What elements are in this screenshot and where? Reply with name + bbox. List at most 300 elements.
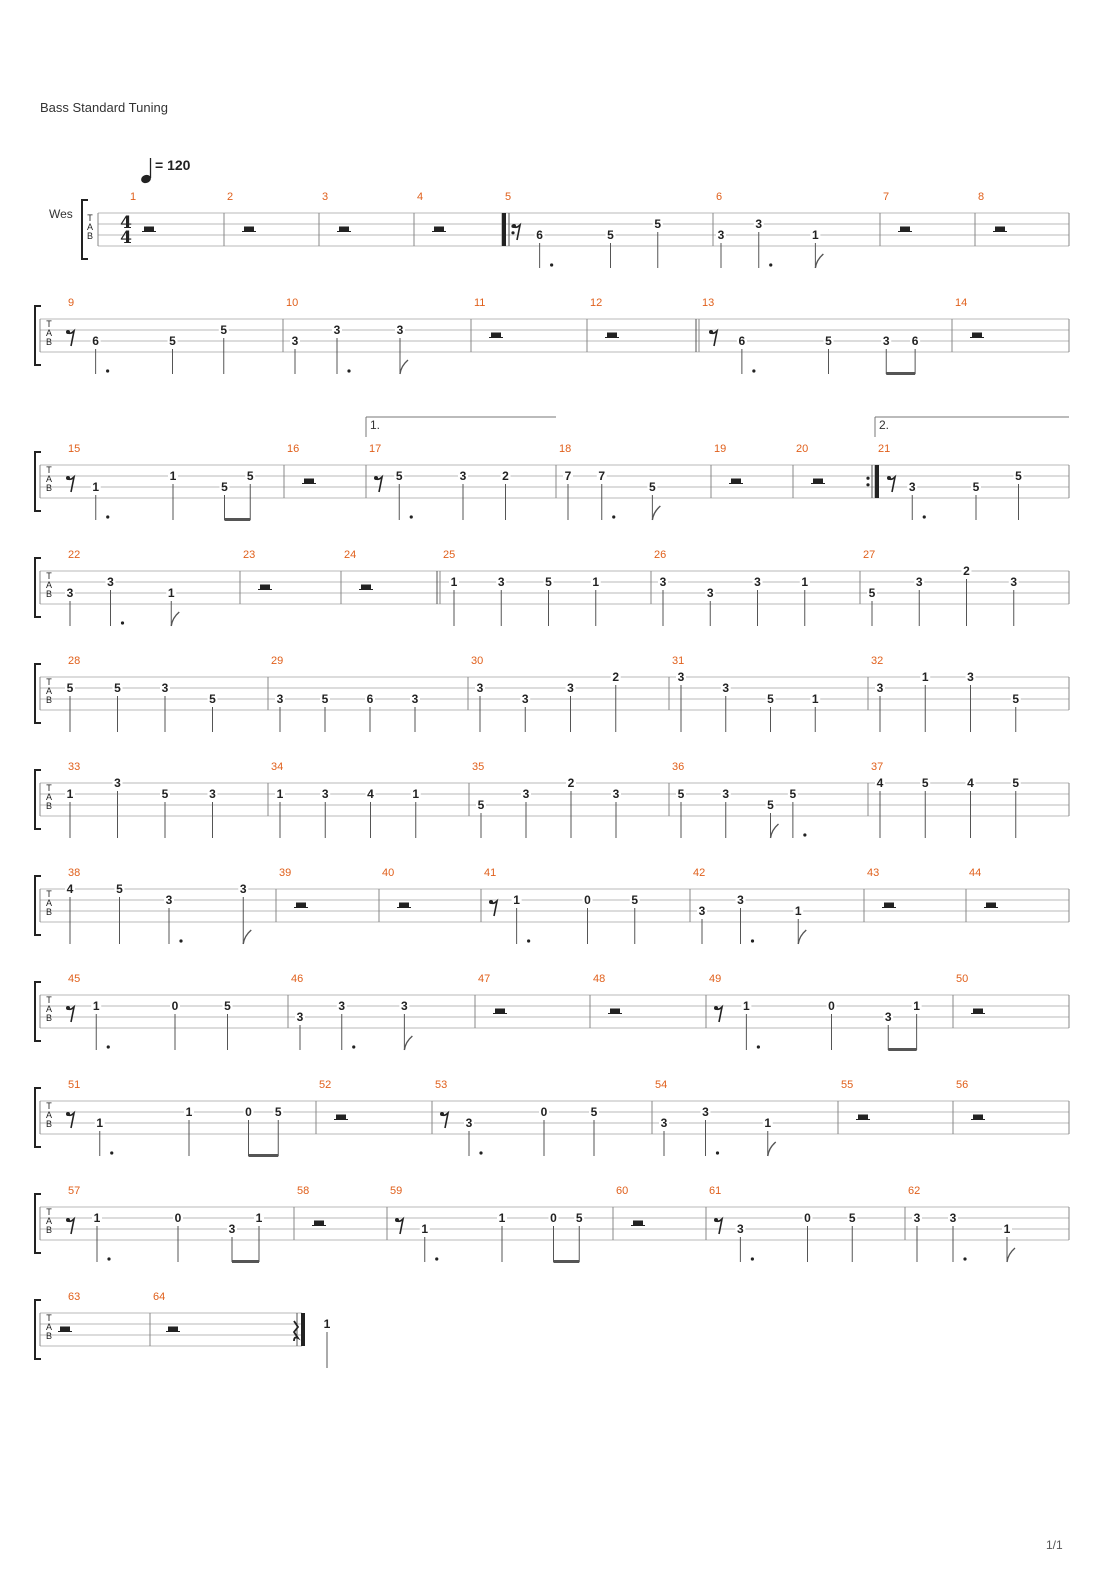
fret-number: 3 [521, 692, 529, 706]
eighth-flag [815, 254, 823, 268]
fret-number: 1 [92, 999, 100, 1013]
measure [871, 655, 1021, 732]
fret-number: 2 [612, 670, 620, 684]
dotted-note-dot [527, 939, 530, 942]
measure-number: 37 [871, 761, 884, 773]
measure [66, 973, 233, 1050]
tuning-label: Bass Standard Tuning [40, 100, 168, 115]
tab-clef-letter: B [45, 589, 53, 599]
beam [888, 1048, 916, 1051]
measure-number: 40 [382, 867, 395, 879]
measure-number: 34 [271, 761, 284, 773]
eighth-flag [404, 1036, 412, 1050]
measure-number: 19 [714, 443, 727, 455]
fret-number: 5 [545, 575, 552, 589]
fret-number: 5 [1012, 776, 1020, 790]
measure [978, 191, 1007, 232]
tab-clef-letter: B [45, 801, 53, 811]
tab-clef-letter: B [45, 337, 53, 347]
fret-number: 3 [333, 323, 341, 337]
measure [841, 1079, 870, 1120]
fret-number: 5 [767, 692, 774, 706]
measure [271, 761, 421, 838]
fret-number: 1 [185, 1105, 193, 1119]
eighth-rest-dot [489, 900, 493, 904]
fret-number: 6 [911, 334, 919, 348]
fret-number: 3 [321, 787, 329, 801]
measure [66, 1185, 264, 1263]
measure-number: 48 [593, 973, 606, 985]
measure-number: 63 [68, 1291, 81, 1303]
fret-number: 0 [540, 1105, 548, 1119]
fret-number: 1 [276, 787, 284, 801]
eighth-rest-dot [374, 476, 378, 480]
measure-number: 25 [443, 549, 456, 561]
dotted-note-dot [110, 1151, 113, 1154]
fret-number: 1 [92, 480, 100, 494]
eighth-flag [400, 360, 408, 374]
beam [249, 1154, 279, 1157]
eighth-rest-dot [512, 224, 516, 228]
fret-number: 5 [66, 681, 74, 695]
eighth-flag [798, 930, 806, 944]
fret-number: 1 [1003, 1222, 1011, 1236]
eighth-flag [1007, 1248, 1015, 1262]
fret-number: 0 [584, 893, 591, 907]
measure [58, 1291, 80, 1332]
tab-clef-letter: A [45, 328, 53, 338]
measure [502, 191, 663, 268]
fret-number: 5 [848, 1211, 856, 1225]
half-rest [296, 903, 306, 908]
time-signature-bottom: 4 [120, 228, 132, 248]
fret-number: 3 [884, 1010, 892, 1024]
tab-clef-letter: B [45, 1119, 53, 1129]
fret-number: 3 [754, 575, 761, 589]
measure [472, 761, 621, 838]
fret-number: 1 [913, 999, 920, 1013]
fret-number: 3 [497, 575, 505, 589]
fret-number: 7 [598, 469, 606, 483]
measure [435, 1079, 599, 1156]
measure-number: 64 [153, 1291, 166, 1303]
fret-number: 6 [738, 334, 746, 348]
measure [65, 761, 218, 838]
fret-number: 1 [66, 787, 74, 801]
fret-number: 1 [255, 1211, 263, 1225]
fret-number: 3 [396, 323, 404, 337]
measure-number: 2 [227, 191, 234, 203]
measure-number: 8 [978, 191, 985, 203]
fret-number: 3 [276, 692, 284, 706]
fret-number: 5 [767, 798, 774, 812]
staff-system [35, 1291, 332, 1368]
eighth-flag [171, 612, 179, 626]
eighth-flag [243, 930, 251, 944]
measure-number: 23 [243, 549, 256, 561]
fret-number: 1 [592, 575, 600, 589]
tab-clef-letter: A [45, 898, 53, 908]
measure [291, 973, 412, 1050]
fret-number: 3 [296, 1010, 304, 1024]
fret-number: 3 [522, 787, 530, 801]
measure-number: 55 [841, 1079, 854, 1091]
half-rest [900, 227, 910, 232]
dotted-note-dot [435, 1257, 438, 1260]
eighth-rest-dot [66, 476, 70, 480]
measure-number: 26 [654, 549, 667, 561]
measure-number: 53 [435, 1079, 448, 1091]
dotted-note-dot [347, 369, 350, 372]
fret-number: 3 [567, 681, 574, 695]
fret-number: 0 [245, 1105, 252, 1119]
measure [66, 443, 255, 521]
measure-number: 56 [956, 1079, 969, 1091]
staff-system [82, 191, 1069, 268]
measure [863, 549, 1019, 626]
fret-number: 5 [1015, 469, 1022, 483]
fret-number: 3 [228, 1222, 236, 1236]
measure [227, 191, 256, 232]
measure [344, 549, 373, 590]
tab-clef-letter: A [45, 1216, 53, 1226]
fret-number: 3 [459, 469, 467, 483]
measure-number: 47 [478, 973, 491, 985]
fret-number: 3 [755, 217, 763, 231]
fret-number: 3 [737, 1222, 744, 1236]
tab-clef-letter: T [46, 571, 52, 581]
measure [65, 549, 179, 626]
tab-clef-letter: B [45, 695, 53, 705]
measure-number: 14 [955, 297, 968, 309]
fret-number: 3 [717, 228, 725, 242]
measure [322, 191, 351, 232]
measure-number: 18 [559, 443, 572, 455]
measure-number: 32 [871, 655, 884, 667]
fret-number: 3 [291, 334, 299, 348]
fret-number: 1 [169, 469, 177, 483]
half-rest [986, 903, 996, 908]
page-number: 1/1 [1046, 1538, 1063, 1552]
measure-number: 15 [68, 443, 81, 455]
measure [883, 191, 912, 232]
fret-number: 1 [498, 1211, 506, 1225]
eighth-rest-dot [714, 1218, 718, 1222]
fret-number: 5 [1012, 692, 1020, 706]
measure-number: 44 [969, 867, 982, 879]
fret-number: 0 [550, 1211, 557, 1225]
measure-number: 3 [322, 191, 329, 203]
fret-number: 4 [367, 787, 374, 801]
measure-number: 33 [68, 761, 81, 773]
measure [956, 973, 985, 1014]
measure-number: 54 [655, 1079, 668, 1091]
fret-number: 3 [876, 681, 884, 695]
tab-clef-letter: T [46, 1313, 52, 1323]
fret-number: 1 [412, 787, 420, 801]
dotted-note-dot [352, 1045, 355, 1048]
measure-number: 30 [471, 655, 484, 667]
fret-number: 5 [825, 334, 832, 348]
measure-number: 13 [702, 297, 715, 309]
fret-number: 6 [366, 692, 374, 706]
fret-number: 5 [114, 681, 121, 695]
measure-number: 21 [878, 443, 891, 455]
half-rest [339, 227, 349, 232]
measure [243, 549, 272, 590]
fret-number: 3 [949, 1211, 957, 1225]
dotted-note-dot [106, 369, 109, 372]
half-rest [995, 227, 1005, 232]
measure [130, 191, 156, 232]
fret-number: 3 [107, 575, 114, 589]
measure [672, 655, 820, 732]
measure [709, 973, 922, 1051]
fret-number: 3 [114, 776, 121, 790]
measure [655, 1079, 776, 1156]
eighth-rest-dot [395, 1218, 399, 1222]
fret-number: 0 [174, 1211, 182, 1225]
half-rest [361, 585, 371, 590]
fret-number: 3 [702, 1105, 709, 1119]
measure [616, 1185, 645, 1226]
measure-number: 7 [883, 191, 890, 203]
measure [796, 443, 879, 498]
half-rest [731, 479, 741, 484]
time-signature-top: 4 [120, 213, 132, 233]
tab-clef-letter: B [45, 483, 53, 493]
tab-clef-letter: T [46, 995, 52, 1005]
measure [65, 867, 251, 944]
measure-number: 36 [672, 761, 685, 773]
fret-number: 1 [743, 999, 750, 1013]
measure-number: 12 [590, 297, 603, 309]
eighth-rest-dot [709, 330, 713, 334]
fret-number: 5 [321, 692, 329, 706]
fret-number: 5 [221, 480, 228, 494]
fret-number: 0 [171, 999, 179, 1013]
fret-number: 1 [421, 1222, 429, 1236]
half-rest [144, 227, 154, 232]
measure-number: 62 [908, 1185, 921, 1197]
dotted-note-dot [410, 515, 413, 518]
fret-number: 2 [567, 776, 575, 790]
measure-number: 61 [709, 1185, 722, 1197]
measure-number: 52 [319, 1079, 332, 1091]
fret-number: 3 [677, 670, 685, 684]
measure [319, 1079, 348, 1120]
measure [287, 443, 316, 484]
dotted-note-dot [107, 1257, 110, 1260]
fret-number: 3 [915, 575, 923, 589]
fret-number: 5 [477, 798, 485, 812]
measure-number: 4 [417, 191, 424, 203]
tab-clef-letter: T [46, 677, 52, 687]
tab-clef-letter: A [45, 686, 53, 696]
dotted-note-dot [752, 369, 755, 372]
measure-number: 49 [709, 973, 722, 985]
eighth-flag [771, 824, 779, 838]
fret-number: 1 [96, 1116, 104, 1130]
dotted-note-dot [179, 939, 182, 942]
measure [153, 1291, 332, 1368]
measure-number: 9 [68, 297, 75, 309]
measure-number: 20 [796, 443, 809, 455]
measure [271, 655, 420, 732]
measure [279, 867, 308, 908]
staff-system [35, 1079, 1069, 1157]
tab-clef-letter: A [45, 792, 53, 802]
fret-number: 1 [801, 575, 809, 589]
fret-number: 5 [224, 999, 231, 1013]
half-rest [60, 1327, 70, 1332]
fret-number: 2 [502, 469, 509, 483]
half-rest [610, 1009, 620, 1014]
measure-number: 1 [130, 191, 137, 203]
measure-number: 39 [279, 867, 292, 879]
measure [66, 1079, 283, 1157]
measure [390, 1185, 584, 1263]
staff-system [35, 1185, 1069, 1263]
tempo-marking [140, 157, 191, 184]
eighth-rest-dot [887, 476, 891, 480]
half-rest [314, 1221, 324, 1226]
fret-number: 5 [677, 787, 685, 801]
measure-number: 17 [369, 443, 382, 455]
repeat-end-thick [875, 465, 879, 498]
dotted-note-dot [769, 263, 772, 266]
eighth-rest-dot [66, 330, 70, 334]
staff-system [35, 297, 1069, 375]
fret-number: 5 [161, 787, 169, 801]
measure [672, 761, 806, 838]
fret-number: 5 [649, 480, 656, 494]
eighth-rest-dot [66, 1112, 70, 1116]
measure-number: 50 [956, 973, 969, 985]
dotted-note-dot [479, 1151, 482, 1154]
measure-number: 43 [867, 867, 880, 879]
measure [908, 1185, 1015, 1262]
eighth-flag [768, 1142, 776, 1156]
fret-number: 3 [706, 586, 714, 600]
fret-number: 6 [92, 334, 99, 348]
repeat-dot [866, 477, 869, 480]
fret-number: 5 [169, 334, 176, 348]
tab-clef-letter: T [46, 1101, 52, 1111]
fret-number: 2 [963, 564, 970, 578]
fret-number: 3 [239, 882, 247, 896]
fret-number: 3 [882, 334, 890, 348]
half-rest [858, 1115, 868, 1120]
tab-clef-letter: T [87, 213, 93, 223]
dotted-note-dot [923, 515, 926, 518]
staff-system [35, 655, 1069, 732]
dotted-note-dot [751, 1257, 754, 1260]
staff-system [35, 417, 1069, 521]
fret-number: 5 [575, 1211, 583, 1225]
dotted-note-dot [550, 263, 553, 266]
measure-number: 11 [474, 297, 486, 309]
half-rest [168, 1327, 178, 1332]
tab-clef-letter: B [86, 231, 94, 241]
measure [417, 191, 446, 232]
beam [886, 372, 915, 375]
tab-clef-letter: A [45, 1322, 53, 1332]
measure [709, 1185, 857, 1262]
fret-number: 3 [66, 586, 74, 600]
measure-number: 42 [693, 867, 706, 879]
fret-number: 5 [274, 1105, 282, 1119]
tab-clef-letter: A [86, 222, 94, 232]
fret-number: 1 [764, 1116, 772, 1130]
fret-number: 6 [536, 228, 543, 242]
half-rest [336, 1115, 346, 1120]
half-rest [434, 227, 444, 232]
measure-number: 10 [286, 297, 299, 309]
measure [286, 297, 408, 374]
half-rest [607, 333, 617, 338]
measure-number: 45 [68, 973, 81, 985]
fret-number: 5 [209, 692, 216, 706]
measure [66, 297, 229, 374]
fret-number: 5 [590, 1105, 598, 1119]
measure-number: 31 [672, 655, 685, 667]
tab-clef-letter: B [45, 1013, 53, 1023]
fret-number: 3 [698, 904, 706, 918]
measure [714, 443, 743, 484]
repeat-dot [511, 231, 514, 234]
fret-number: 1 [450, 575, 458, 589]
dotted-note-dot [107, 1045, 110, 1048]
tab-clef-letter: A [45, 1110, 53, 1120]
measure [366, 417, 556, 520]
fret-number: 1 [921, 670, 929, 684]
measure [382, 867, 411, 908]
beam [232, 1260, 259, 1263]
fret-number: 3 [476, 681, 484, 695]
fret-number: 1 [93, 1211, 101, 1225]
fret-number: 3 [161, 681, 169, 695]
measure [65, 655, 218, 732]
fret-number: 5 [921, 776, 929, 790]
dotted-note-dot [963, 1257, 966, 1260]
final-barline [301, 1313, 305, 1346]
measure-number: 46 [291, 973, 304, 985]
half-rest [260, 585, 270, 590]
beam [225, 518, 251, 521]
half-rest [972, 333, 982, 338]
fret-number: 5 [631, 893, 639, 907]
measure-number: 16 [287, 443, 300, 455]
measure-number: 29 [271, 655, 284, 667]
measure-number: 38 [68, 867, 81, 879]
fret-number: 3 [722, 681, 730, 695]
dotted-note-dot [751, 939, 754, 942]
eighth-flag [652, 506, 660, 520]
dotted-note-dot [612, 515, 615, 518]
measure [437, 549, 601, 626]
fret-number: 5 [868, 586, 876, 600]
tab-clef-letter: T [46, 1207, 52, 1217]
fret-number: 1 [323, 1317, 331, 1331]
eighth-rest-dot [440, 1112, 444, 1116]
fret-number: 4 [876, 776, 884, 790]
measure-number: 58 [297, 1185, 310, 1197]
tab-clef-letter: T [46, 319, 52, 329]
measure [956, 1079, 985, 1120]
beam [554, 1260, 580, 1263]
half-rest [973, 1009, 983, 1014]
